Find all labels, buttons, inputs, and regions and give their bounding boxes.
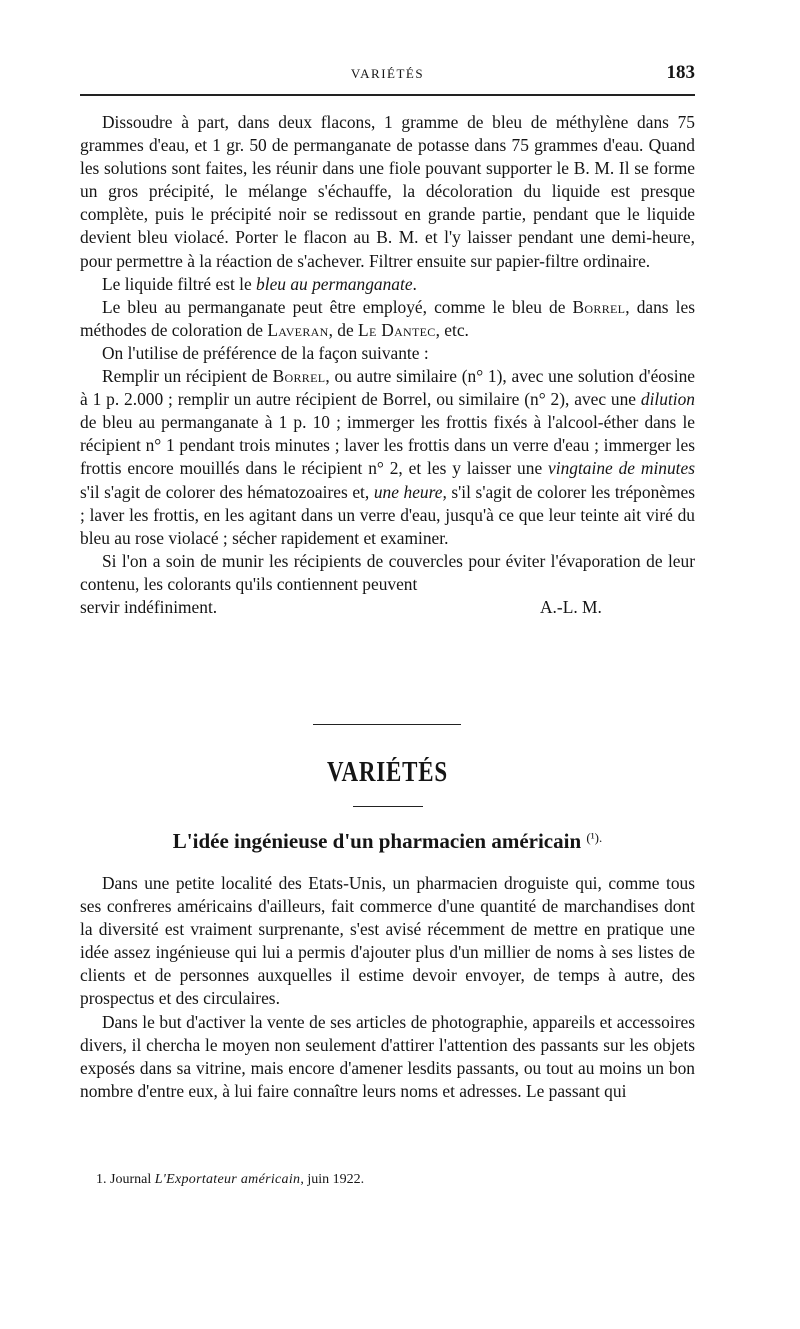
emphasis-text: bleu au permanganate	[256, 273, 413, 294]
paragraph	[80, 273, 695, 296]
paragraph-text: Le liquide filtré est le	[102, 273, 257, 294]
title-underline	[353, 806, 423, 807]
paragraph-text: Dans le but d'activer la vente de ses articles de photographie, appareils et accessoires divers, il chercha le moyen non seulement d'attirer l'attention des passants sur les objets exposés dans sa vitrine, mais encore d'amener lesdits passants, ou tout au moins un bon nombre d'entre eux, à lui faire connaître leurs noms et adresses. Le passant qui	[80, 1011, 695, 1101]
paragraph-text: , etc.	[435, 319, 469, 340]
footnote-text: , juin 1922.	[300, 1172, 365, 1187]
footnote-title: L'Exportateur américain	[154, 1172, 301, 1187]
section-title: VARIÉTÉS	[326, 757, 449, 788]
article-title	[80, 829, 695, 854]
footnote	[96, 1172, 364, 1188]
author-name: Le Dantec	[358, 319, 436, 340]
paragraph	[80, 550, 695, 596]
footnote-text: Journal	[110, 1172, 155, 1187]
author-signature: A.-L. M.	[540, 596, 602, 617]
paragraph-text: s'il s'agit de colorer des hématozoaires et,	[80, 481, 374, 502]
article-text	[80, 872, 695, 1103]
footnote-number: 1.	[96, 1172, 107, 1187]
author-name: Borrel	[572, 296, 626, 317]
paragraph-text: Dans une petite localité des Etats-Unis, un pharmacien droguiste qui, comme tous ses confreres américains d'ailleurs, fait commerce d'une quantité de marchandises dont la diversité est vraiment surprenante, s'est avisé récemment de mettre en pratique une idée assez ingénieuse qui lui a permis d'ajouter plus d'un millier de noms à ses listes de clients et de personnes auxquelles il estime devoir envoyer, de temps à autre, des prospectus et des circulaires.	[80, 873, 695, 1009]
closing-line	[80, 596, 695, 619]
author-name: Laveran	[267, 319, 329, 340]
emphasis-text: dilution	[640, 389, 695, 410]
paragraph-text: de bleu au permanganate à 1 p. 10 ; immerger les frottis fixés à l'alcool-éther dans le récipient n° 1 pendant trois minutes ; laver les frottis dans un verre d'eau ; immerger les frottis encore mouillés dans le récipient n° 2, et les y laisser une	[80, 412, 695, 479]
paragraph-text: Dissoudre à part, dans deux flacons, 1 gramme de bleu de méthylène dans 75 grammes d'eau, et 1 gr. 50 de permanganate de potasse dans 75 grammes d'eau. Quand les solutions sont faites, les réunir dans une fiole pouvant supporter le B. M. Il se forme un gros précipité, le mélange s'échauffe, la décoloration du liquide est presque complète, puis le précipité noir se redissout en grande partie, pendant que le liquide devient bleu violacé. Porter le flacon au B. M. et l'y laisser pendant une demi-heure, pour permettre à la réaction de s'achever. Filtrer ensuite sur papier-filtre ordinaire.	[80, 112, 695, 271]
page-number: 183	[666, 62, 695, 83]
paragraph	[80, 365, 695, 550]
paragraph	[80, 1011, 695, 1103]
paragraph	[80, 872, 695, 1011]
paragraph-text: , dans les méthodes de coloration de	[80, 296, 695, 340]
paragraph	[80, 111, 695, 273]
paragraph-text: .	[412, 273, 417, 294]
paragraph-text: Remplir un récipient de	[102, 366, 273, 387]
paragraph-text: servir indéfiniment.	[80, 596, 218, 617]
emphasis-text: une heure,	[373, 481, 447, 502]
author-name: Borrel	[272, 366, 326, 387]
running-title: VARIÉTÉS	[350, 66, 425, 81]
paragraph-text: , ou autre similaire (n° 1), avec une solution d'éosine à 1 p. 2.000 ; remplir un autre récipient de Borrel, ou similaire (n° 2), avec une	[80, 366, 695, 410]
paragraph-text: Si l'on a soin de munir les récipients de couvercles pour éviter l'évaporation de leur contenu, les colorants qu'ils contiennent peuvent	[80, 550, 695, 594]
paragraph-text: s'il s'agit de colorer les tréponèmes ; laver les frottis, en les agitant dans un verre d'eau, jusqu'à ce que leur teinte ait viré du bleu au rose violacé ; sécher rapidement et examiner.	[80, 481, 695, 548]
article-title-text: L'idée ingénieuse d'un pharmacien américain	[172, 829, 582, 853]
paragraph-text: Le bleu au permanganate peut être employé, comme le bleu de	[102, 296, 573, 317]
previous-article-text	[80, 111, 695, 619]
header-rule	[80, 94, 695, 96]
paragraph-text: On l'utilise de préférence de la façon suivante :	[102, 342, 429, 363]
paragraph	[80, 296, 695, 342]
section-divider	[313, 724, 461, 725]
paragraph	[80, 342, 695, 365]
paragraph-text: , de	[328, 319, 359, 340]
running-head	[80, 62, 695, 86]
emphasis-text: vingtaine de minutes	[548, 458, 695, 479]
footnote-reference: (¹).	[586, 830, 603, 845]
